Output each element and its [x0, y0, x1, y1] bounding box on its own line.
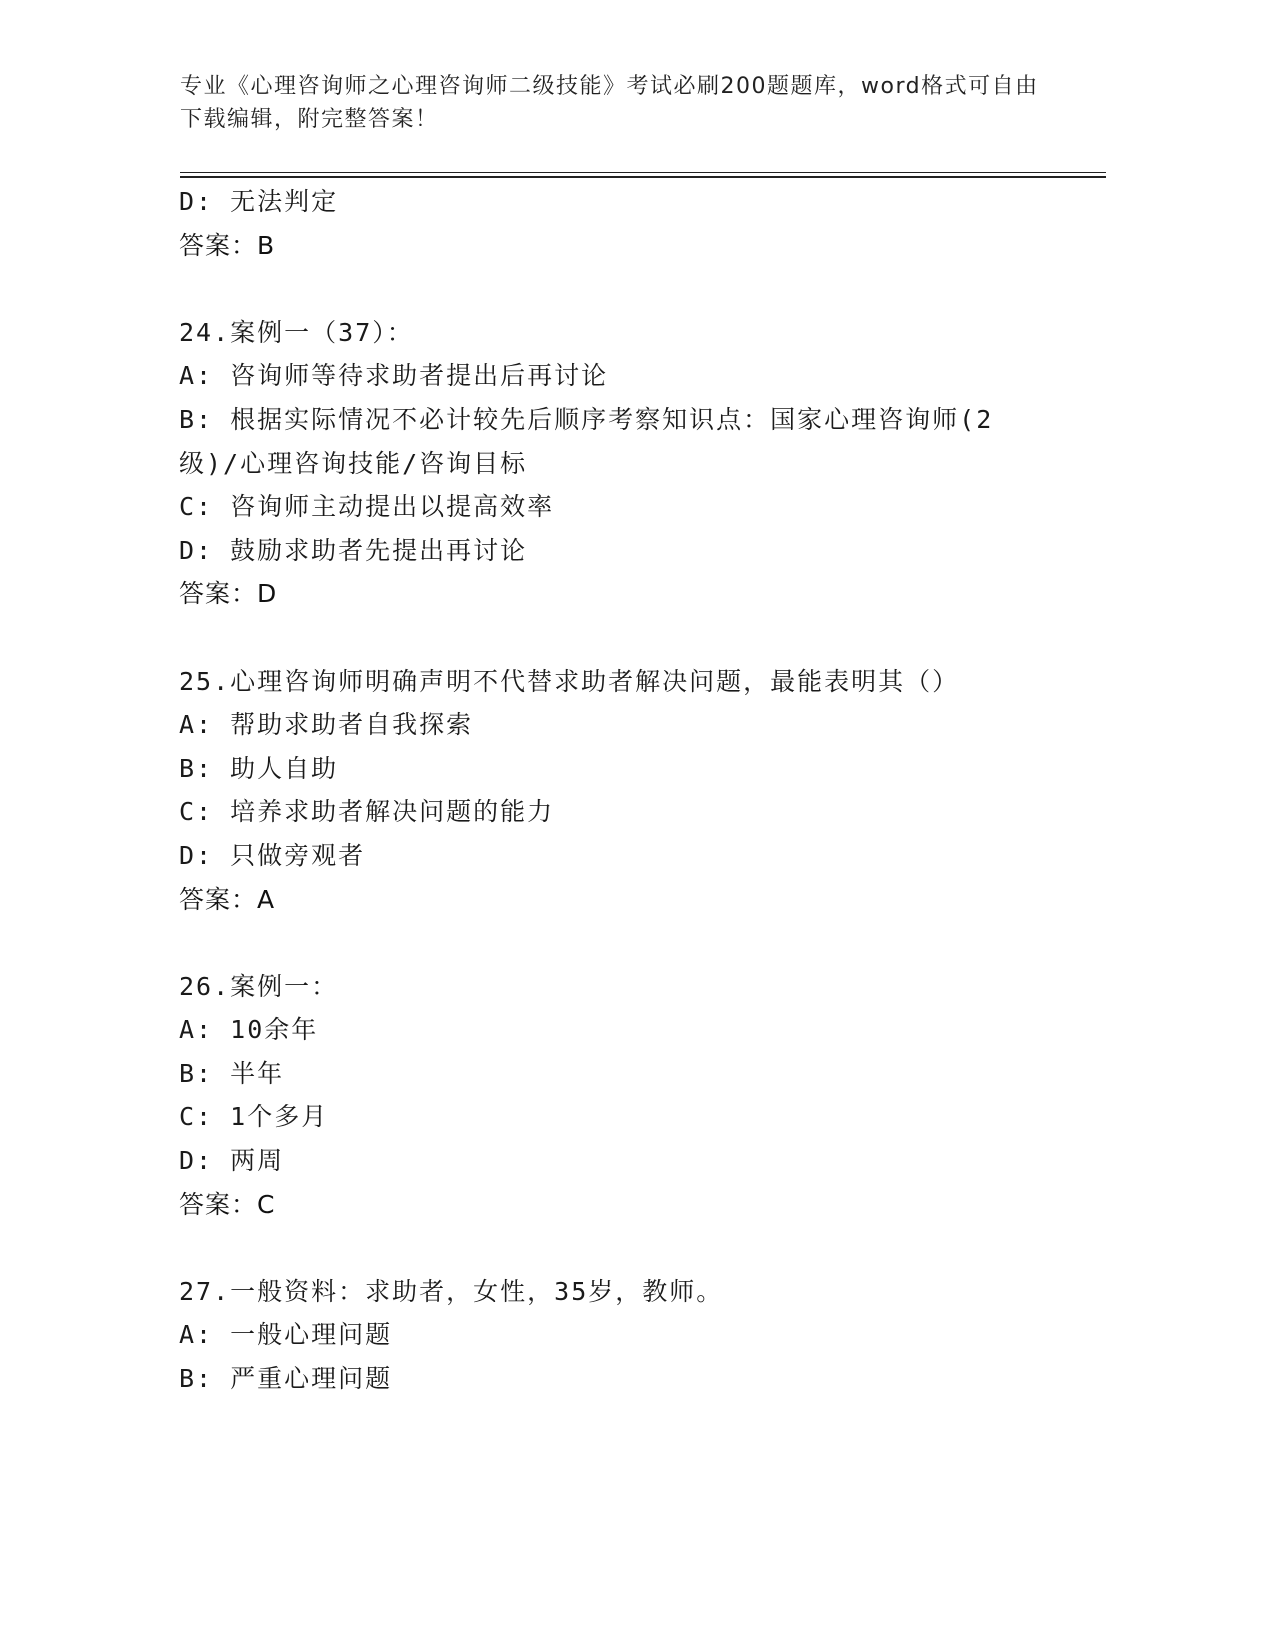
question-list — [179, 180, 1079, 1401]
option-b: B: 半年 — [179, 1058, 285, 1088]
answer-line: 答案：A — [179, 884, 276, 914]
option-d: D: 无法判定 — [179, 187, 339, 216]
option-a: A: 帮助求助者自我探索 — [179, 710, 474, 740]
question-stem: 27.一般资料：求助者，女性，35岁，教师。 — [179, 1276, 724, 1306]
header-divider-thin — [180, 172, 1106, 173]
option-c: C: 咨询师主动提出以提高效率 — [179, 492, 555, 522]
option-b: B: 根据实际情况不必计较先后顺序考察知识点：国家心理咨询师(2级)/心理咨询技能/咨询目标 — [179, 404, 994, 478]
header-divider-thick — [180, 176, 1106, 178]
question-stem: 25.心理咨询师明确声明不代替求助者解决问题，最能表明其（） — [179, 666, 960, 696]
spacer — [179, 267, 1079, 311]
spacer — [179, 616, 1079, 660]
question-25 — [179, 660, 1079, 922]
question-26 — [179, 965, 1079, 1227]
header-text: 专业《心理咨询师之心理咨询师二级技能》考试必刷200题题库，word格式可自由下载编辑，附完整答案！ — [180, 74, 1039, 132]
previous-question-tail — [179, 180, 1079, 267]
option-d: D: 鼓励求助者先提出再讨论 — [179, 535, 528, 565]
question-27 — [179, 1270, 1079, 1401]
option-b: B: 助人自助 — [179, 753, 339, 783]
option-d: D: 两周 — [179, 1146, 285, 1176]
option-a: A: 10余年 — [179, 1015, 319, 1045]
option-c: C: 1个多月 — [179, 1102, 329, 1132]
option-a: A: 一般心理问题 — [179, 1320, 393, 1350]
question-stem: 24.案例一（37）： — [179, 317, 414, 347]
answer-line: 答案：B — [179, 230, 276, 260]
answer-line: 答案：D — [179, 579, 278, 609]
question-24 — [179, 311, 1079, 616]
spacer — [179, 1226, 1079, 1270]
document-header — [180, 70, 1060, 136]
option-a: A: 咨询师等待求助者提出后再讨论 — [179, 361, 609, 391]
option-d: D: 只做旁观者 — [179, 840, 366, 870]
option-c: C: 培养求助者解决问题的能力 — [179, 797, 555, 827]
spacer — [179, 921, 1079, 965]
option-b: B: 严重心理问题 — [179, 1364, 393, 1394]
answer-line: 答案：C — [179, 1189, 276, 1219]
question-stem: 26.案例一： — [179, 971, 339, 1001]
